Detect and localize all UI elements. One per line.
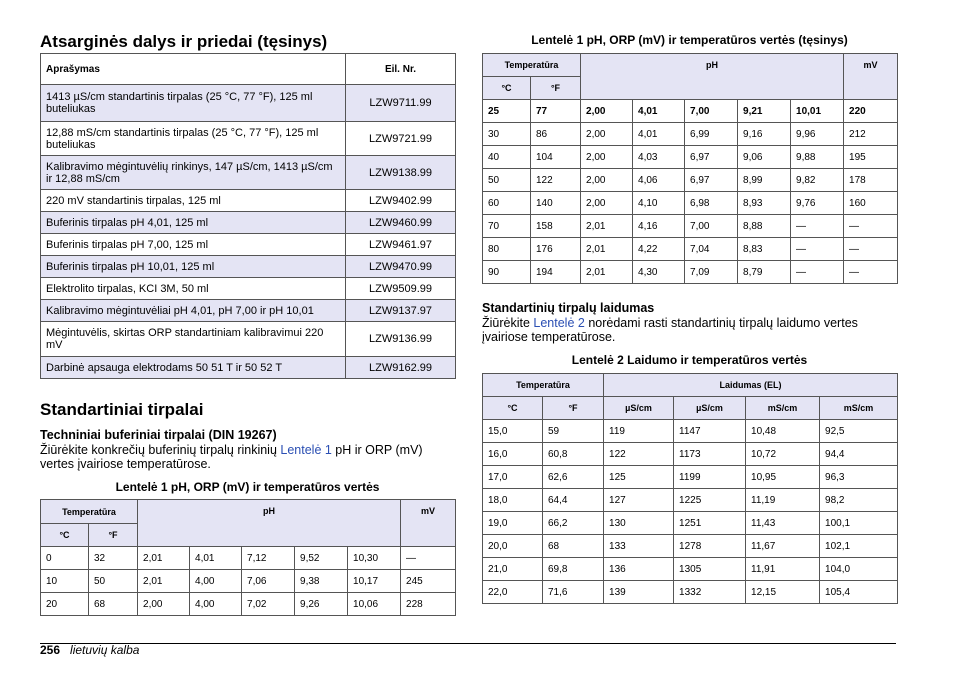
table1c-header-ph: pH <box>581 54 844 100</box>
cell-ph: 2,01 <box>581 261 633 284</box>
cell-ph: 7,12 <box>242 547 295 570</box>
part-catalog-number: LZW9402.99 <box>346 190 456 212</box>
cell-ph: 9,26 <box>295 593 348 616</box>
cell-ph: 2,00 <box>138 593 190 616</box>
cell-ph: 2,00 <box>581 146 633 169</box>
cell-ph: — <box>791 215 844 238</box>
table1-continued-body <box>483 100 898 284</box>
cell-conductivity: 1278 <box>674 535 746 558</box>
cell-celsius: 0 <box>41 547 89 570</box>
cell-fahrenheit: 71,6 <box>543 581 604 604</box>
table2-subheader-celsius: °C <box>483 397 543 420</box>
parts-table-row <box>41 234 456 256</box>
table1c-header-fahrenheit: °F <box>531 77 581 100</box>
cell-ph: 7,09 <box>685 261 738 284</box>
table1-header-mv: mV <box>401 500 456 547</box>
part-description: Mėgintuvėlis, skirtas ORP standartiniam kalibravimui 220 mV <box>41 322 346 357</box>
part-catalog-number: LZW9470.99 <box>346 256 456 278</box>
cell-celsius: 70 <box>483 215 531 238</box>
parts-table-row <box>41 256 456 278</box>
cell-fahrenheit: 64,4 <box>543 489 604 512</box>
cell-ph: 2,00 <box>581 100 633 123</box>
table-row <box>41 547 456 570</box>
cell-ph: 4,30 <box>633 261 685 284</box>
cell-celsius: 21,0 <box>483 558 543 581</box>
part-description: Buferinis tirpalas pH 4,01, 125 ml <box>41 212 346 234</box>
cell-conductivity: 1332 <box>674 581 746 604</box>
table2-header-temperature: Temperatūra <box>483 374 604 397</box>
cell-ph: 4,01 <box>633 100 685 123</box>
table2-body <box>483 420 898 604</box>
part-catalog-number: LZW9509.99 <box>346 278 456 300</box>
cell-fahrenheit: 68 <box>543 535 604 558</box>
cell-ph: 10,17 <box>348 570 401 593</box>
cell-mv: 160 <box>844 192 898 215</box>
cell-conductivity: 100,1 <box>820 512 898 535</box>
cell-celsius: 60 <box>483 192 531 215</box>
subsection-title-conductivity: Standartinių tirpalų laidumas <box>482 301 655 315</box>
table2-subheader-unit: mS/cm <box>746 397 820 420</box>
table1c-header-celsius: °C <box>483 77 531 100</box>
cell-fahrenheit: 158 <box>531 215 581 238</box>
cell-ph: — <box>791 238 844 261</box>
cell-ph: 10,06 <box>348 593 401 616</box>
cell-ph: 7,06 <box>242 570 295 593</box>
table1-header-temperature: Temperatūra <box>41 500 138 524</box>
cell-mv: 228 <box>401 593 456 616</box>
table-row <box>483 443 898 466</box>
cell-ph: 2,01 <box>581 238 633 261</box>
table-row <box>483 261 898 284</box>
cell-ph: 7,00 <box>685 215 738 238</box>
link-table-1[interactable]: Lentelė 1 <box>280 443 332 457</box>
cell-ph: 9,38 <box>295 570 348 593</box>
table2 <box>482 373 898 604</box>
table-row <box>483 489 898 512</box>
cell-ph: 7,02 <box>242 593 295 616</box>
part-description: Buferinis tirpalas pH 10,01, 125 ml <box>41 256 346 278</box>
cell-ph: 10,30 <box>348 547 401 570</box>
parts-table-row <box>41 122 456 156</box>
table-row <box>483 146 898 169</box>
table-row <box>483 169 898 192</box>
conductivity-text-after: norėdami rasti standartinių tirpalų laidumo vertes įvairiose temperatūrose. <box>482 316 858 344</box>
table-row <box>483 238 898 261</box>
cell-ph: 7,00 <box>685 100 738 123</box>
table1-cont-caption: Lentelė 1 pH, ORP (mV) ir temperatūros vertės (tęsinys) <box>531 33 848 47</box>
cell-ph: 2,00 <box>581 123 633 146</box>
cell-conductivity: 122 <box>604 443 674 466</box>
cell-fahrenheit: 66,2 <box>543 512 604 535</box>
table1-header-ph: pH <box>138 500 401 547</box>
buffers-text-after: pH ir ORP (mV) vertes įvairiose temperatūrose. <box>40 443 423 471</box>
cell-ph: 6,98 <box>685 192 738 215</box>
cell-fahrenheit: 62,6 <box>543 466 604 489</box>
cell-conductivity: 1305 <box>674 558 746 581</box>
table-row <box>483 581 898 604</box>
part-catalog-number: LZW9137.97 <box>346 300 456 322</box>
cell-ph: 4,01 <box>190 547 242 570</box>
cell-celsius: 20,0 <box>483 535 543 558</box>
cell-mv: 220 <box>844 100 898 123</box>
parts-header-catalog: Eil. Nr. <box>346 54 456 85</box>
cell-mv: — <box>844 261 898 284</box>
part-catalog-number: LZW9461.97 <box>346 234 456 256</box>
parts-table-row <box>41 85 456 122</box>
parts-table-row <box>41 190 456 212</box>
cell-ph: 9,76 <box>791 192 844 215</box>
cell-celsius: 10 <box>41 570 89 593</box>
cell-ph: 4,10 <box>633 192 685 215</box>
cell-conductivity: 133 <box>604 535 674 558</box>
cell-ph: 8,79 <box>738 261 791 284</box>
buffers-paragraph <box>40 443 455 471</box>
part-description: Kalibravimo mėgintuvėlių rinkinys, 147 µS/cm, 1413 µS/cm ir 12,88 mS/cm <box>41 156 346 190</box>
parts-table-body <box>41 85 456 379</box>
cell-conductivity: 11,43 <box>746 512 820 535</box>
cell-conductivity: 11,19 <box>746 489 820 512</box>
cell-conductivity: 102,1 <box>820 535 898 558</box>
cell-fahrenheit: 50 <box>89 570 138 593</box>
parts-table-row <box>41 278 456 300</box>
table-row <box>483 215 898 238</box>
cell-conductivity: 11,91 <box>746 558 820 581</box>
cell-mv: 195 <box>844 146 898 169</box>
table-row <box>41 570 456 593</box>
cell-ph: 4,00 <box>190 593 242 616</box>
cell-ph: 4,01 <box>633 123 685 146</box>
cell-ph: 2,01 <box>138 547 190 570</box>
cell-conductivity: 96,3 <box>820 466 898 489</box>
table-row <box>483 100 898 123</box>
table1-header-celsius: °C <box>41 524 89 547</box>
cell-ph: 8,88 <box>738 215 791 238</box>
cell-mv: — <box>844 215 898 238</box>
part-description: Buferinis tirpalas pH 7,00, 125 ml <box>41 234 346 256</box>
cell-ph: 9,96 <box>791 123 844 146</box>
section-title: Standartiniai tirpalai <box>40 400 204 419</box>
cell-celsius: 20 <box>41 593 89 616</box>
cell-conductivity: 1251 <box>674 512 746 535</box>
cell-ph: 7,04 <box>685 238 738 261</box>
cell-celsius: 50 <box>483 169 531 192</box>
cell-ph: 9,88 <box>791 146 844 169</box>
part-description: Elektrolito tirpalas, KCI 3M, 50 ml <box>41 278 346 300</box>
cell-fahrenheit: 69,8 <box>543 558 604 581</box>
part-description: Darbinė apsauga elektrodams 50 51 T ir 50 52 T <box>41 357 346 379</box>
cell-ph: 6,97 <box>685 146 738 169</box>
table-row <box>483 535 898 558</box>
cell-conductivity: 11,67 <box>746 535 820 558</box>
cell-fahrenheit: 77 <box>531 100 581 123</box>
part-description: 220 mV standartinis tirpalas, 125 ml <box>41 190 346 212</box>
cell-ph: — <box>791 261 844 284</box>
part-catalog-number: LZW9711.99 <box>346 85 456 122</box>
cell-ph: 6,99 <box>685 123 738 146</box>
cell-fahrenheit: 32 <box>89 547 138 570</box>
cell-conductivity: 98,2 <box>820 489 898 512</box>
part-catalog-number: LZW9138.99 <box>346 156 456 190</box>
cell-fahrenheit: 59 <box>543 420 604 443</box>
cell-conductivity: 1225 <box>674 489 746 512</box>
table2-header-conductivity: Laidumas (EL) <box>604 374 898 397</box>
table2-subheader-unit: mS/cm <box>820 397 898 420</box>
cell-ph: 6,97 <box>685 169 738 192</box>
cell-fahrenheit: 104 <box>531 146 581 169</box>
cell-ph: 4,00 <box>190 570 242 593</box>
page-title: Atsarginės dalys ir priedai (tęsinys) <box>40 32 328 51</box>
cell-ph: 2,01 <box>581 215 633 238</box>
cell-conductivity: 139 <box>604 581 674 604</box>
footer-language: lietuvių kalba <box>70 643 140 657</box>
table1-continued <box>482 53 898 284</box>
cell-ph: 10,01 <box>791 100 844 123</box>
cell-ph: 8,99 <box>738 169 791 192</box>
conductivity-text-before: Žiūrėkite <box>482 316 534 330</box>
conductivity-paragraph <box>482 316 897 344</box>
cell-fahrenheit: 140 <box>531 192 581 215</box>
table-row <box>483 512 898 535</box>
table1c-header-mv: mV <box>844 54 898 100</box>
footer <box>40 643 139 657</box>
buffers-text-before: Žiūrėkite konkrečių buferinių tirpalų rinkinių <box>40 443 281 457</box>
cell-celsius: 40 <box>483 146 531 169</box>
cell-mv: — <box>844 238 898 261</box>
cell-ph: 4,22 <box>633 238 685 261</box>
cell-fahrenheit: 122 <box>531 169 581 192</box>
table-row <box>483 123 898 146</box>
cell-celsius: 15,0 <box>483 420 543 443</box>
cell-mv: 245 <box>401 570 456 593</box>
cell-ph: 4,16 <box>633 215 685 238</box>
cell-ph: 9,82 <box>791 169 844 192</box>
parts-table-row <box>41 300 456 322</box>
table1-caption: Lentelė 1 pH, ORP (mV) ir temperatūros vertės <box>115 480 380 494</box>
table-row <box>483 420 898 443</box>
cell-mv: — <box>401 547 456 570</box>
cell-conductivity: 10,48 <box>746 420 820 443</box>
cell-celsius: 30 <box>483 123 531 146</box>
cell-mv: 212 <box>844 123 898 146</box>
page-number: 256 <box>40 643 61 657</box>
parts-table-row <box>41 156 456 190</box>
cell-conductivity: 119 <box>604 420 674 443</box>
parts-table-row <box>41 212 456 234</box>
cell-conductivity: 12,15 <box>746 581 820 604</box>
cell-fahrenheit: 68 <box>89 593 138 616</box>
cell-celsius: 18,0 <box>483 489 543 512</box>
cell-conductivity: 104,0 <box>820 558 898 581</box>
table2-caption: Lentelė 2 Laidumo ir temperatūros vertės <box>571 353 808 367</box>
part-description: 12,88 mS/cm standartinis tirpalas (25 °C, 77 °F), 125 ml buteliukas <box>41 122 346 156</box>
parts-table <box>40 53 456 379</box>
table1c-header-temperature: Temperatūra <box>483 54 581 77</box>
table-row <box>483 558 898 581</box>
cell-conductivity: 10,72 <box>746 443 820 466</box>
table2-subheader-unit: µS/cm <box>604 397 674 420</box>
cell-ph: 4,06 <box>633 169 685 192</box>
cell-celsius: 22,0 <box>483 581 543 604</box>
cell-ph: 9,06 <box>738 146 791 169</box>
table1 <box>40 499 456 616</box>
cell-celsius: 25 <box>483 100 531 123</box>
part-catalog-number: LZW9136.99 <box>346 322 456 357</box>
cell-conductivity: 105,4 <box>820 581 898 604</box>
cell-ph: 9,52 <box>295 547 348 570</box>
table2-subheader-row <box>483 397 898 420</box>
cell-ph: 2,00 <box>581 192 633 215</box>
part-description: 1413 µS/cm standartinis tirpalas (25 °C, 77 °F), 125 ml buteliukas <box>41 85 346 122</box>
cell-ph: 9,16 <box>738 123 791 146</box>
footer-divider <box>40 643 896 644</box>
cell-conductivity: 130 <box>604 512 674 535</box>
cell-ph: 9,21 <box>738 100 791 123</box>
cell-fahrenheit: 176 <box>531 238 581 261</box>
cell-fahrenheit: 194 <box>531 261 581 284</box>
parts-table-row <box>41 357 456 379</box>
subsection-title-buffers: Techniniai buferiniai tirpalai (DIN 19267) <box>40 428 277 442</box>
cell-conductivity: 94,4 <box>820 443 898 466</box>
cell-conductivity: 1199 <box>674 466 746 489</box>
cell-ph: 8,93 <box>738 192 791 215</box>
cell-fahrenheit: 60,8 <box>543 443 604 466</box>
parts-table-row <box>41 322 456 357</box>
part-description: Kalibravimo mėgintuvėliai pH 4,01, pH 7,00 ir pH 10,01 <box>41 300 346 322</box>
part-catalog-number: LZW9460.99 <box>346 212 456 234</box>
cell-fahrenheit: 86 <box>531 123 581 146</box>
table1-header-fahrenheit: °F <box>89 524 138 547</box>
parts-header-description: Aprašymas <box>41 54 346 85</box>
cell-celsius: 17,0 <box>483 466 543 489</box>
link-table-2[interactable]: Lentelė 2 <box>533 316 585 330</box>
table2-subheader-unit: µS/cm <box>674 397 746 420</box>
cell-mv: 178 <box>844 169 898 192</box>
part-catalog-number: LZW9721.99 <box>346 122 456 156</box>
cell-conductivity: 1173 <box>674 443 746 466</box>
table2-subheader-fahrenheit: °F <box>543 397 604 420</box>
cell-ph: 2,00 <box>581 169 633 192</box>
table1-body <box>41 547 456 616</box>
cell-ph: 8,83 <box>738 238 791 261</box>
cell-conductivity: 92,5 <box>820 420 898 443</box>
cell-conductivity: 136 <box>604 558 674 581</box>
cell-ph: 2,01 <box>138 570 190 593</box>
table-row <box>483 192 898 215</box>
cell-celsius: 16,0 <box>483 443 543 466</box>
part-catalog-number: LZW9162.99 <box>346 357 456 379</box>
cell-celsius: 19,0 <box>483 512 543 535</box>
cell-conductivity: 10,95 <box>746 466 820 489</box>
cell-ph: 4,03 <box>633 146 685 169</box>
cell-conductivity: 1147 <box>674 420 746 443</box>
cell-celsius: 80 <box>483 238 531 261</box>
cell-celsius: 90 <box>483 261 531 284</box>
table-row <box>41 593 456 616</box>
cell-conductivity: 127 <box>604 489 674 512</box>
cell-conductivity: 125 <box>604 466 674 489</box>
table-row <box>483 466 898 489</box>
